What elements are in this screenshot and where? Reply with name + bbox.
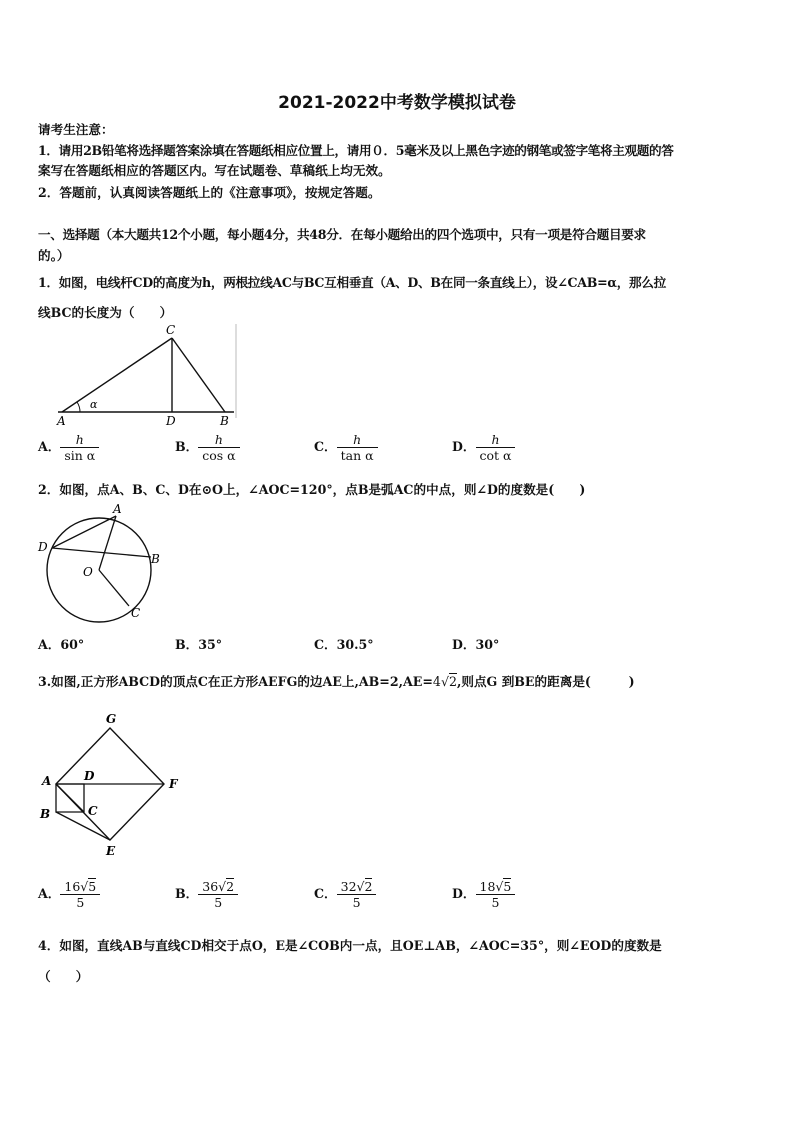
figure-2-label-C: C	[131, 606, 141, 620]
question-3-option-a: A． $\frac{16√5}{5}$	[38, 879, 100, 910]
figure-2-label-A: A	[113, 502, 122, 516]
figure-3-label-D: D	[84, 769, 95, 783]
page-title: 2021-2022中考数学模拟试卷	[278, 93, 516, 113]
question-1-option-a: A． $\frac{h}{\text{sin α}}$	[38, 432, 99, 463]
question-2-text: 2．如图，点A、B、C、D在⊙O上，∠AOC=120°，点B是弧AC的中点，则∠D的度数是( )	[38, 482, 586, 497]
figure-3-label-A: A	[42, 774, 52, 788]
figure-3-label-G: G	[106, 712, 117, 726]
sqrt-symbol: √	[440, 674, 449, 689]
section-1-line-2: 的。）	[38, 248, 70, 263]
figure-1-label-D: D	[166, 414, 176, 428]
figure-3-label-C: C	[88, 804, 98, 818]
question-1-option-d: D． $\frac{h}{\text{cot α}}$	[452, 432, 515, 463]
figure-2-label-O: O	[83, 565, 93, 579]
figure-3-label-E: E	[106, 844, 116, 858]
question-1-line-2: 线BC的长度为（ ）	[38, 305, 173, 320]
notice-heading: 请考生注意：	[38, 122, 114, 137]
question-3-option-c: C． $\frac{32√2}{5}$	[314, 879, 376, 910]
question-2-figure	[34, 500, 174, 630]
figure-1-label-alpha: α	[90, 398, 98, 411]
question-2-option-c: C．30.5°	[314, 637, 374, 652]
notice-item-1-line-2: 案写在答题纸相应的答题区内。写在试题卷、草稿纸上均无效。	[38, 163, 391, 178]
question-1-line-1: 1．如图，电线杆CD的高度为h，两根拉线AC与BC互相垂直（A、D、B在同一条直线上），设∠CAB=α，那么拉	[38, 275, 666, 290]
question-4-line-1: 4．如图，直线AB与直线CD相交于点O，E是∠COB内一点，且OE⊥AB，∠AOC=35°，则∠EOD的度数是	[38, 938, 662, 953]
question-3-text: 3.如图,正方形ABCD的顶点C在正方形AEFG的边AE上,AB=2,AE=4√2,则点G 到BE的距离是( )	[38, 674, 635, 689]
question-1-figure	[50, 318, 242, 430]
figure-1-label-C: C	[166, 323, 176, 337]
figure-3-label-B: B	[40, 807, 51, 821]
figure-3-label-F: F	[169, 777, 178, 791]
question-3-option-d: D． $\frac{18√5}{5}$	[452, 879, 515, 910]
figure-1-label-B: B	[220, 414, 229, 428]
question-2-option-b: B．35°	[175, 637, 223, 652]
question-2-option-d: D．30°	[452, 637, 500, 652]
notice-item-2: 2．答题前，认真阅读答题纸上的《注意事项》，按规定答题。	[38, 185, 381, 200]
question-1-option-c: C． $\frac{h}{\text{tan α}}$	[314, 432, 378, 463]
question-4-line-2: （ ）	[38, 969, 89, 984]
question-3-option-b: B． $\frac{36√2}{5}$	[175, 879, 238, 910]
figure-1-label-A: A	[57, 414, 66, 428]
notice-item-1-line-1: 1．请用2B铅笔将选择题答案涂填在答题纸相应位置上，请用０．5毫米及以上黑色字迹的钢笔或签字笔将主观题的答	[38, 143, 674, 158]
question-1-option-b: B． $\frac{h}{\text{cos α}}$	[175, 432, 240, 463]
section-1-line-1: 一、选择题（本大题共12个小题，每小题4分，共48分．在每小题给出的四个选项中，只有一项是符合题目要求	[38, 227, 646, 242]
figure-2-label-B: B	[151, 552, 160, 566]
figure-2-label-D: D	[38, 540, 48, 554]
question-2-option-a: A．60°	[38, 637, 85, 652]
question-3-figure	[38, 708, 188, 860]
